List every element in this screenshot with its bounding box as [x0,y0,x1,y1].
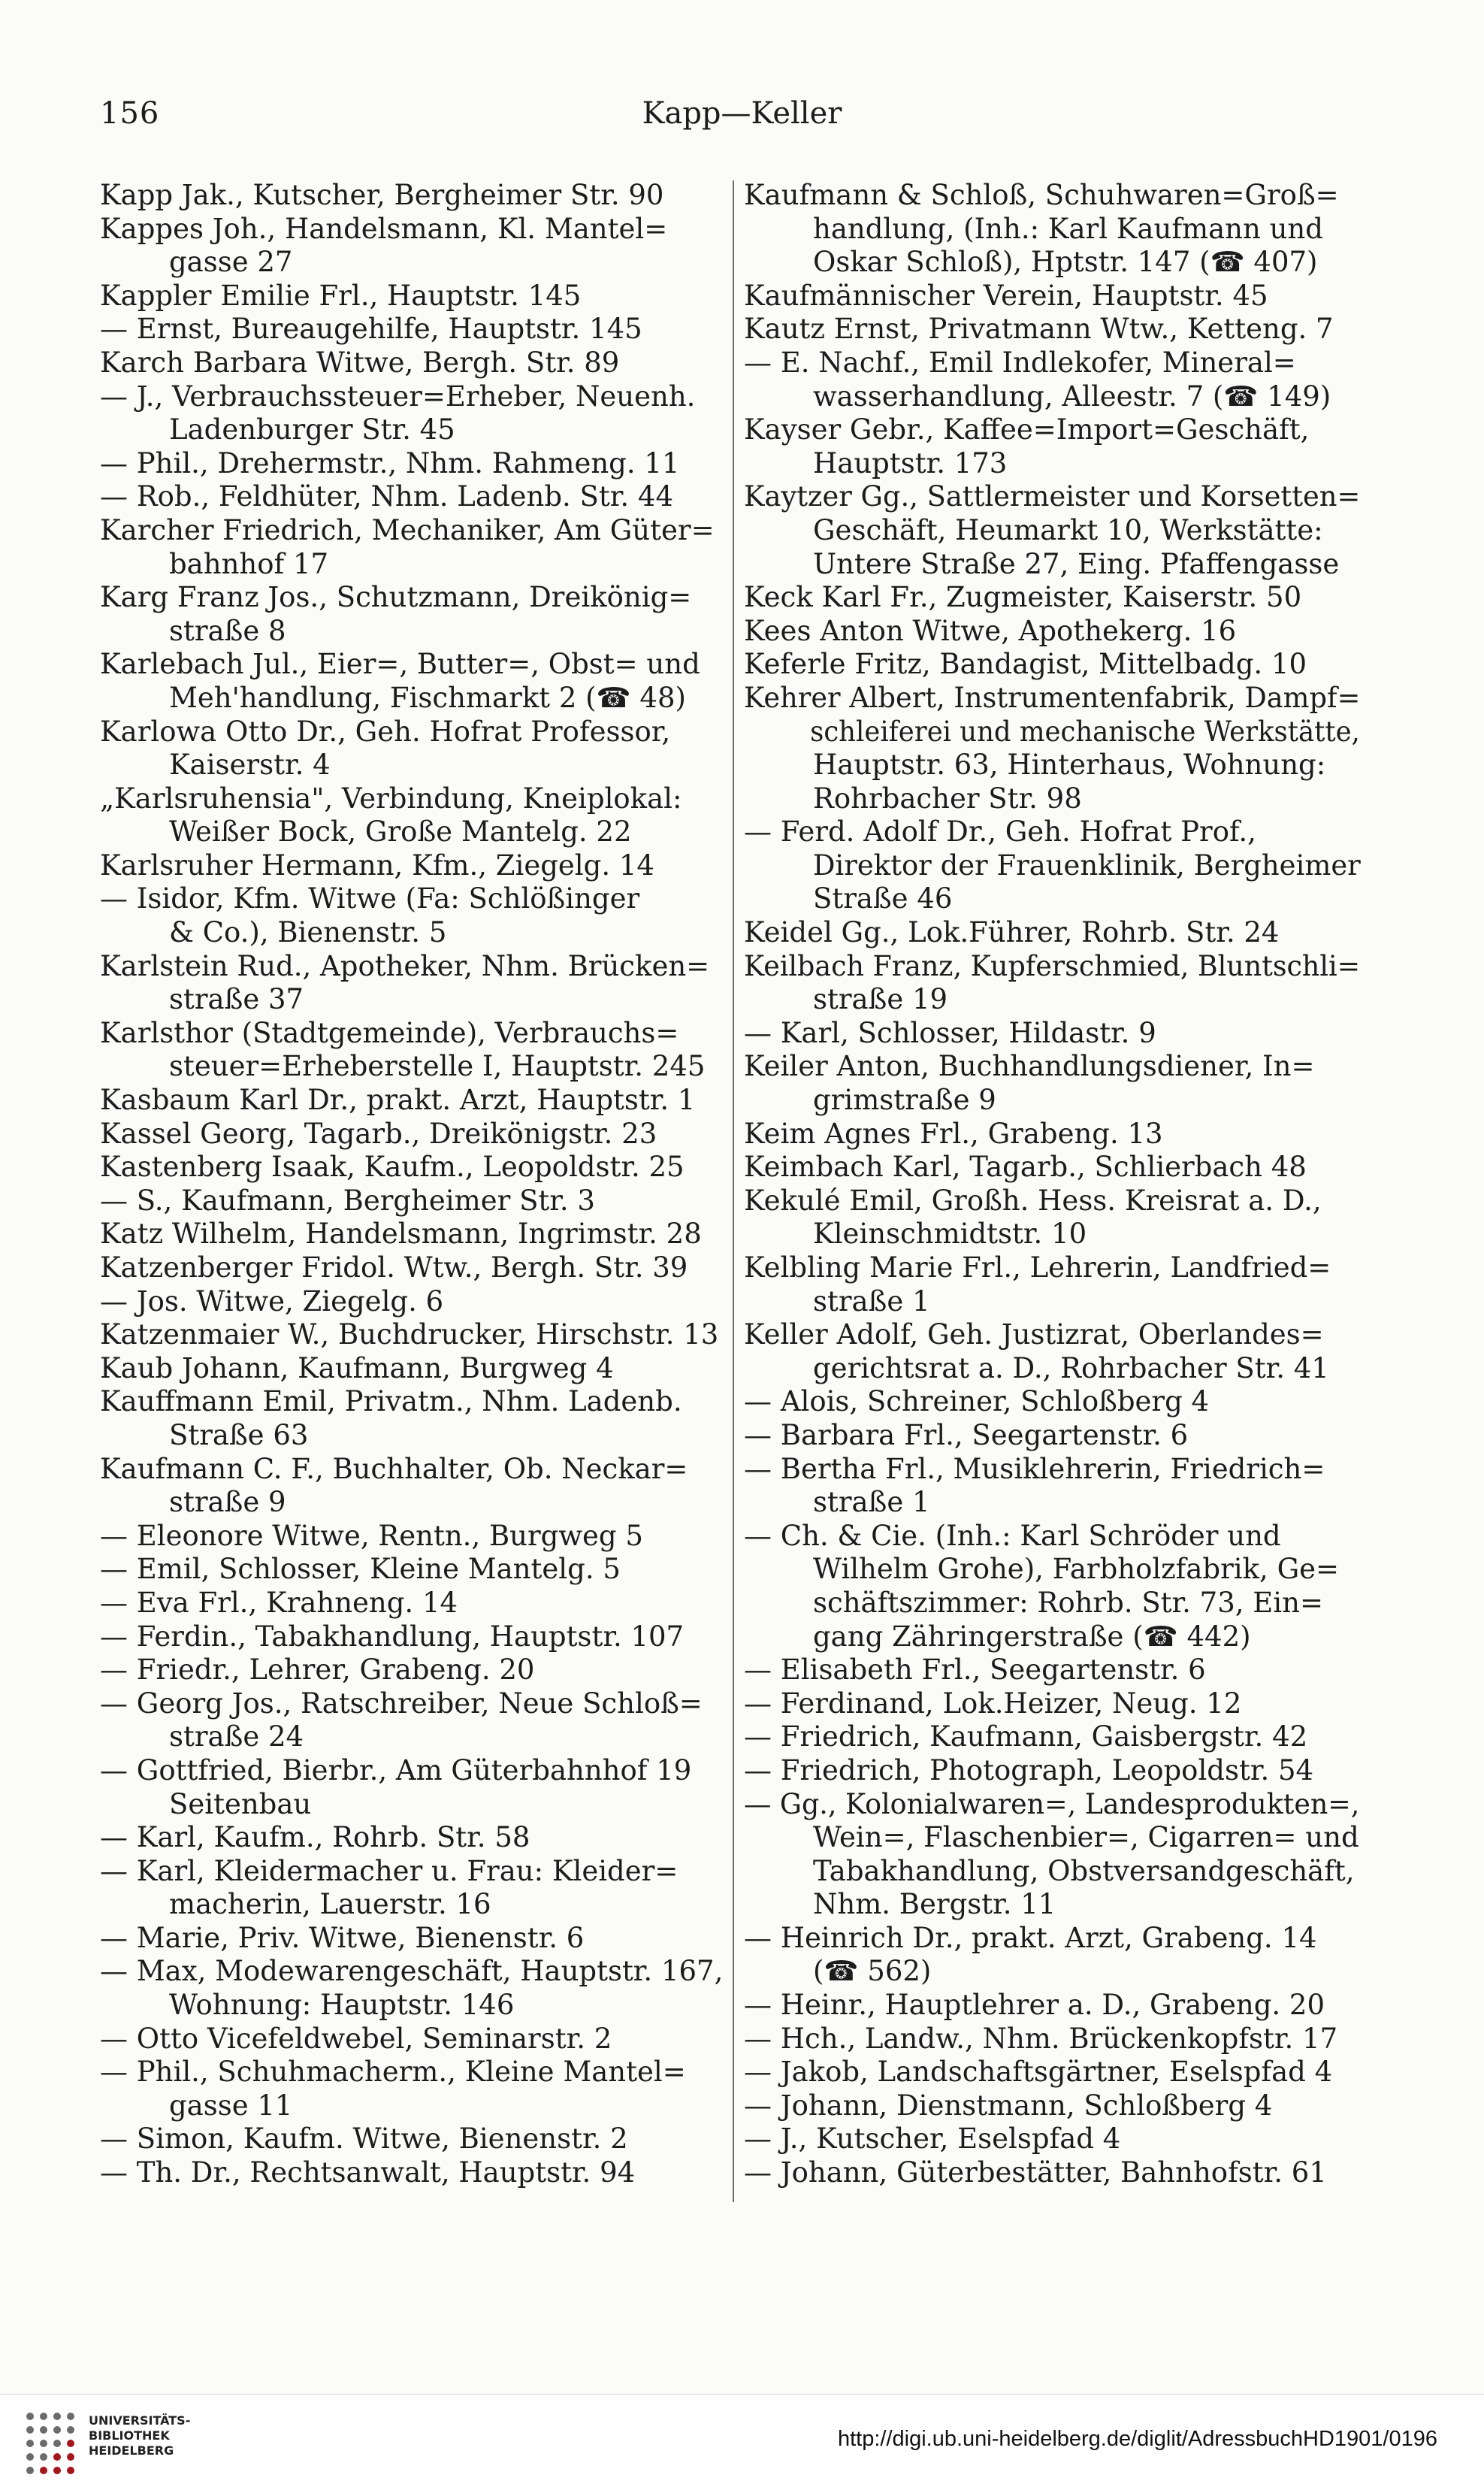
entry-line: Kekulé Emil, Großh. Hess. Kreisrat a. D., [744,1184,1322,1217]
entry-line: — Bertha Frl., Musiklehrerin, Friedrich= [744,1452,1325,1485]
entry-line: Kaytzer Gg., Sattlermeister und Korsetten= [744,480,1360,513]
entry-line: — J., Kutscher, Eselspfad 4 [744,2122,1121,2156]
entry-line: Karlsruher Hermann, Kfm., Ziegelg. 14 [100,849,654,882]
entry-line: Karg Franz Jos., Schutzmann, Dreikönig= [100,581,692,614]
entry-line: — Simon, Kaufm. Witwe, Bienenstr. 2 [100,2122,628,2156]
library-logo-icon [21,2407,80,2479]
entry-line: handlung, (Inh.: Karl Kaufmann und [813,212,1323,245]
right-column [744,179,1360,2190]
entry-line: grimstraße 9 [813,1084,996,1117]
entry-line: Weißer Bock, Große Mantelg. 22 [169,815,632,849]
entry-line: Karlowa Otto Dr., Geh. Hofrat Professor, [100,715,671,748]
library-name-line-3: HEIDELBERG [89,2443,174,2458]
entry-line: Katzenmaier W., Buchdrucker, Hirschstr. 13 [100,1318,719,1351]
entry-line: Wohnung: Hauptstr. 146 [169,1989,515,2022]
entry-line: — Phil., Drehermstr., Nhm. Rahmeng. 11 [100,446,680,480]
entry-line: Kaub Johann, Kaufmann, Burgweg 4 [100,1351,614,1384]
entry-line: Kaiserstr. 4 [169,749,331,782]
entry-line: Kaufmännischer Verein, Hauptstr. 45 [744,279,1268,312]
entry-line: gerichtsrat a. D., Rohrbacher Str. 41 [813,1351,1329,1384]
entry-line: Kapp Jak., Kutscher, Bergheimer Str. 90 [100,179,664,211]
entry-line: Katzenberger Fridol. Wtw., Bergh. Str. 39 [100,1251,688,1284]
entry-line: — Eva Frl., Krahneng. 14 [100,1586,458,1619]
entry-line: steuer=Erheberstelle I, Hauptstr. 245 [169,1050,706,1083]
running-title: Kapp—Keller [642,96,842,131]
entry-line: Keiler Anton, Buchhandlungsdiener, In= [744,1050,1315,1083]
entry-line: Kayser Gebr., Kaffee=Import=Geschäft, [744,413,1310,446]
entry-line: Keck Karl Fr., Zugmeister, Kaiserstr. 50 [744,581,1302,614]
library-name-line-2: BIBLIOTHEK [89,2428,170,2443]
entry-line: straße 37 [169,983,304,1016]
entry-line: — Jos. Witwe, Ziegelg. 6 [100,1284,444,1318]
entry-line: straße 1 [813,1486,930,1519]
entry-line: Karlstein Rud., Apotheker, Nhm. Brücken= [100,949,710,982]
entry-line: Kauffmann Emil, Privatm., Nhm. Ladenb. [100,1385,682,1418]
entry-line: Keim Agnes Frl., Grabeng. 13 [744,1117,1163,1150]
entry-line: gasse 27 [169,246,293,279]
entry-line: — Gottfried, Bierbr., Am Güterbahnhof 19 [100,1753,692,1787]
entry-line: — Georg Jos., Ratschreiber, Neue Schloß= [100,1687,703,1720]
entry-line: schleiferei und mechanische Werkstätte, [810,715,1360,748]
entry-line: — Otto Vicefeldwebel, Seminarstr. 2 [100,2022,612,2055]
entry-line: Straße 63 [169,1418,309,1451]
entry-line: Wein=, Flaschenbier=, Cigarren= und [813,1821,1359,1854]
entry-line: — Hch., Landw., Nhm. Brückenkopfstr. 17 [744,2022,1338,2055]
entry-line: Keimbach Karl, Tagarb., Schlierbach 48 [744,1151,1307,1184]
entry-line: — Elisabeth Frl., Seegartenstr. 6 [744,1653,1206,1687]
entry-line: — Ch. & Cie. (Inh.: Karl Schröder und [744,1519,1281,1552]
entry-line: — Alois, Schreiner, Schloßberg 4 [744,1385,1210,1418]
entry-line: Keller Adolf, Geh. Justizrat, Oberlandes= [744,1318,1324,1351]
entry-line: — Gg., Kolonialwaren=, Landesprodukten=, [744,1787,1360,1820]
entry-line: — Johann, Dienstmann, Schloßberg 4 [744,2089,1273,2122]
entry-line: Karcher Friedrich, Mechaniker, Am Güter= [100,513,715,546]
entry-line: Kastenberg Isaak, Kaufm., Leopoldstr. 25 [100,1151,685,1184]
entry-line: Tabakhandlung, Obstversandgeschäft, [813,1854,1355,1887]
entry-line: Oskar Schloß), Hptstr. 147 (☎ 407) [813,246,1318,279]
source-url-link[interactable]: http://digi.ub.uni-heidelberg.de/diglit/AdressbuchHD1901/0196 [837,2427,1437,2451]
entry-line: — S., Kaufmann, Bergheimer Str. 3 [100,1184,595,1217]
entry-line: straße 1 [813,1284,930,1318]
entry-line: — Th. Dr., Rechtsanwalt, Hauptstr. 94 [100,2156,636,2189]
entry-line: Hauptstr. 63, Hinterhaus, Wohnung: [813,749,1326,782]
entry-line: — J., Verbrauchssteuer=Erheber, Neuenh. [100,380,696,413]
entry-line: — Friedrich, Kaufmann, Gaisbergstr. 42 [744,1720,1308,1753]
library-name [89,2413,190,2458]
entry-line: Kehrer Albert, Instrumentenfabrik, Dampf= [744,681,1361,714]
entry-line: Wilhelm Grohe), Farbholzfabrik, Ge= [813,1553,1340,1586]
entry-line: „Karlsruhensia", Verbindung, Kneiplokal: [100,782,682,815]
entry-line: — Jakob, Landschaftsgärtner, Eselspfad 4 [744,2056,1333,2089]
entry-line: — Ferdin., Tabakhandlung, Hauptstr. 107 [100,1620,685,1653]
entry-line: Geschäft, Heumarkt 10, Werkstätte: [813,513,1323,546]
entry-line: straße 19 [813,983,948,1016]
entry-line: — Rob., Feldhüter, Nhm. Ladenb. Str. 44 [100,480,673,513]
entry-line: — Isidor, Kfm. Witwe (Fa: Schlößinger [100,882,640,915]
entry-line: Rohrbacher Str. 98 [813,782,1082,815]
entry-line: — Ernst, Bureaugehilfe, Hauptstr. 145 [100,313,642,346]
entry-line: — Johann, Güterbestätter, Bahnhofstr. 61 [744,2156,1327,2189]
left-column [100,179,724,2190]
entry-line: Kautz Ernst, Privatmann Wtw., Ketteng. 7 [744,313,1334,346]
entry-line: Keidel Gg., Lok.Führer, Rohrb. Str. 24 [744,916,1280,949]
entry-line: — Friedr., Lehrer, Grabeng. 20 [100,1653,535,1687]
entry-line: straße 9 [169,1486,286,1519]
entry-line: — Friedrich, Photograph, Leopoldstr. 54 [744,1753,1314,1787]
entry-line: — Ferd. Adolf Dr., Geh. Hofrat Prof., [744,815,1256,849]
entry-line: Kasbaum Karl Dr., prakt. Arzt, Hauptstr. 1 [100,1084,696,1117]
entry-line: Karlsthor (Stadtgemeinde), Verbrauchs= [100,1016,679,1049]
entry-line: — Heinrich Dr., prakt. Arzt, Grabeng. 14 [744,1921,1317,1954]
entry-line: — E. Nachf., Emil Indlekofer, Mineral= [744,346,1296,379]
entry-line: gang Zähringerstraße (☎ 442) [813,1620,1251,1653]
entry-line: Kleinschmidtstr. 10 [813,1218,1087,1251]
entry-line: gasse 11 [169,2089,293,2122]
entry-line: Katz Wilhelm, Handelsmann, Ingrimstr. 28 [100,1218,702,1251]
entry-line: (☎ 562) [813,1955,932,1988]
entry-line: — Max, Modewarengeschäft, Hauptstr. 167, [100,1955,724,1988]
entry-line: — Ferdinand, Lok.Heizer, Neug. 12 [744,1687,1242,1720]
entry-line: straße 24 [169,1720,304,1753]
entry-line: straße 8 [169,614,286,647]
entry-line: Direktor der Frauenklinik, Bergheimer [812,849,1361,882]
entry-line: macherin, Lauerstr. 16 [169,1888,491,1921]
entry-line: Karch Barbara Witwe, Bergh. Str. 89 [100,346,620,379]
entry-line: — Heinr., Hauptlehrer a. D., Grabeng. 20 [744,1989,1325,2022]
entry-line: Kappes Joh., Handelsmann, Kl. Mantel= [100,212,668,245]
entry-line: Kelbling Marie Frl., Lehrerin, Landfried= [744,1251,1331,1284]
page-number: 156 [100,96,160,131]
entry-line: Karlebach Jul., Eier=, Butter=, Obst= und [100,648,700,681]
entry-line: Kappler Emilie Frl., Hauptstr. 145 [100,279,582,312]
entry-line: Kaufmann & Schloß, Schuhwaren=Groß= [744,179,1339,211]
entry-line: Nhm. Bergstr. 11 [813,1888,1056,1921]
library-name-line-1: UNIVERSITÄTS- [89,2413,191,2428]
entry-line: — Barbara Frl., Seegartenstr. 6 [744,1418,1189,1451]
entry-line: Kaufmann C. F., Buchhalter, Ob. Neckar= [100,1452,688,1485]
entry-line: — Emil, Schlosser, Kleine Mantelg. 5 [100,1553,621,1586]
entry-line: Untere Straße 27, Eing. Pfaffengasse [813,547,1340,580]
entry-line: Straße 46 [813,882,953,915]
entry-line: Keilbach Franz, Kupferschmied, Bluntschli= [744,949,1360,982]
entry-line: Keferle Fritz, Bandagist, Mittelbadg. 10 [744,648,1307,681]
entry-line: Meh'handlung, Fischmarkt 2 (☎ 48) [169,681,686,714]
entry-line: — Eleonore Witwe, Rentn., Burgweg 5 [100,1519,643,1552]
entry-line: Ladenburger Str. 45 [169,413,455,446]
entry-line: Seitenbau [169,1787,312,1820]
entry-line: Kees Anton Witwe, Apothekerg. 16 [744,614,1237,647]
entry-line: Hauptstr. 173 [813,446,1008,480]
entry-line: Kassel Georg, Tagarb., Dreikönigstr. 23 [100,1117,657,1150]
entry-line: — Karl, Kaufm., Rohrb. Str. 58 [100,1821,530,1854]
entry-line: bahnhof 17 [169,547,329,580]
entry-line: — Karl, Schlosser, Hildastr. 9 [744,1016,1156,1049]
entry-line: & Co.), Bienenstr. 5 [169,916,447,949]
column-divider [733,180,734,2202]
entry-line: — Marie, Priv. Witwe, Bienenstr. 6 [100,1921,585,1954]
entry-line: — Phil., Schuhmacherm., Kleine Mantel= [100,2056,686,2089]
entry-line: — Karl, Kleidermacher u. Frau: Kleider= [100,1854,679,1887]
entry-line: schäftszimmer: Rohrb. Str. 73, Ein= [813,1586,1323,1619]
entry-line: wasserhandlung, Alleestr. 7 (☎ 149) [813,380,1331,413]
